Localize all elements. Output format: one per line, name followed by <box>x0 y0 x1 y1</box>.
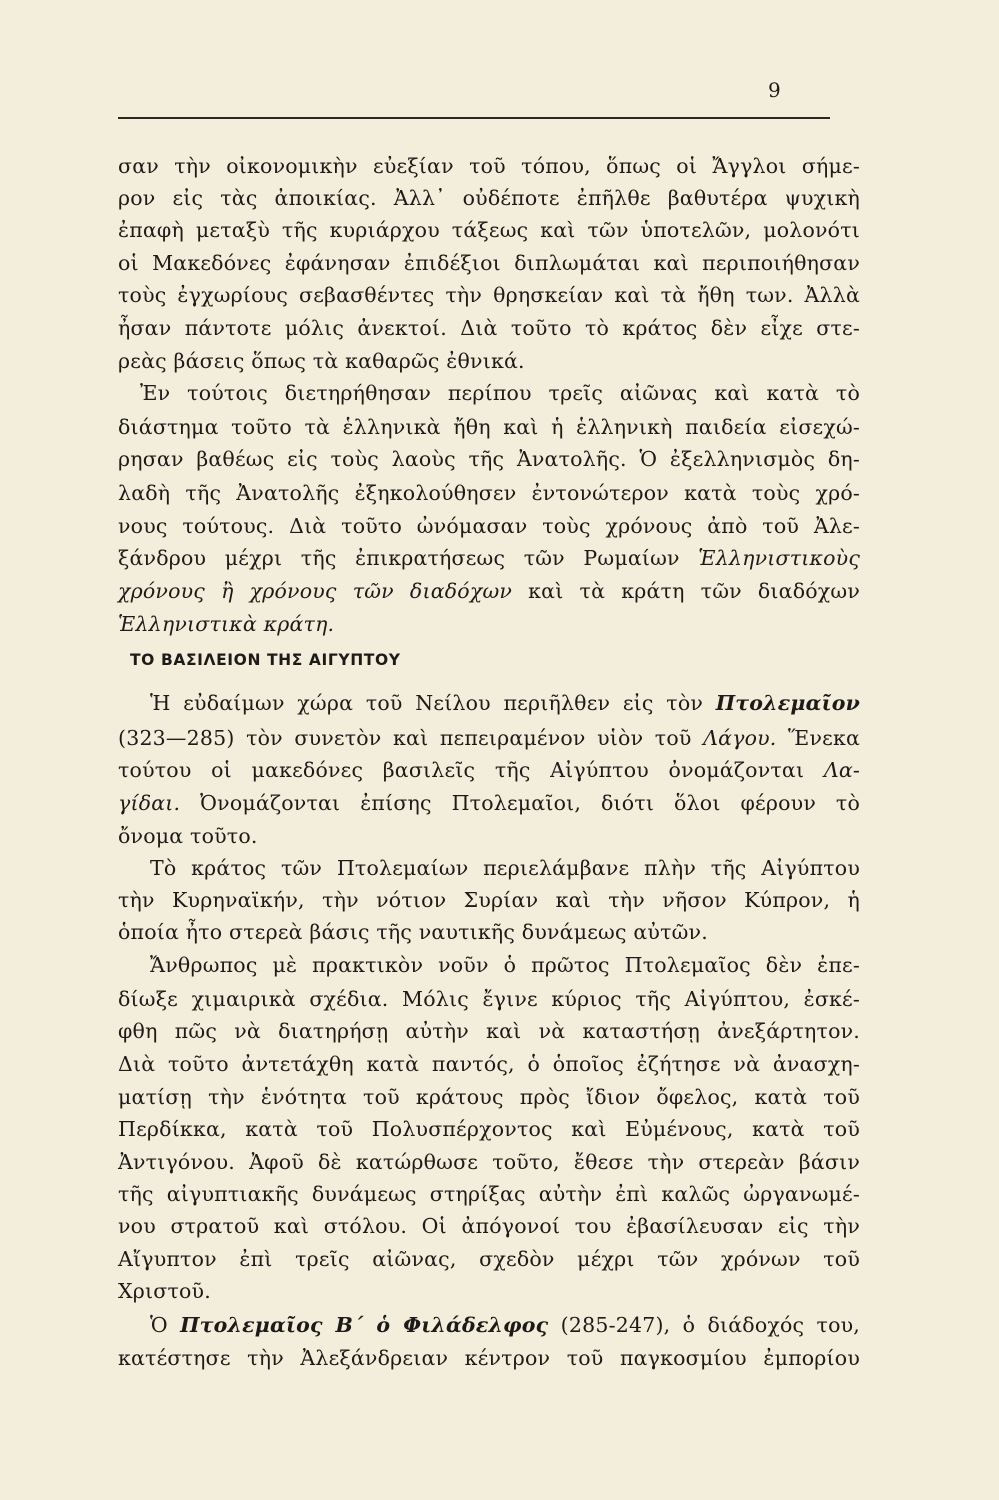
text-line <box>118 345 860 378</box>
text-line <box>118 1048 860 1081</box>
text-segment: Αἴγυπτον ἐπὶ τρεῖς αἰῶνας, σχεδὸν μέχρι τῶν χρόνων τοῦ <box>118 1247 860 1271</box>
section-heading: ΤΟ ΒΑΣΙΛΕΙΟΝ ΤΗΣ ΑΙΓΥΠΤΟΥ <box>130 651 401 669</box>
text-line <box>118 1178 860 1211</box>
text-line <box>118 916 860 949</box>
text-line <box>118 820 860 853</box>
text-line <box>118 754 860 787</box>
text-segment: Ὀνομάζονται ἐπίσης Πτολεμαῖοι, διότι ὅλοι φέρουν τὸ <box>180 791 860 815</box>
text-segment: Διὰ τοῦτο ἀντετάχθη κατὰ παντός, ὁ ὁποῖος ἐζήτησε νὰ ἀνασχη- <box>118 1052 860 1076</box>
text-segment: ματίσῃ τὴν ἑνότητα τοῦ κράτους πρὸς ἴδιον ὄφελος, κατὰ τοῦ <box>118 1085 860 1109</box>
text-line <box>118 510 860 543</box>
text-segment: καὶ τὰ κράτη τῶν διαδόχων <box>512 579 860 603</box>
text-segment: Ἑλληνιστικὰ κράτη. <box>118 612 335 636</box>
text-line <box>150 1309 860 1342</box>
text-line <box>140 377 860 410</box>
text-line <box>118 1243 860 1276</box>
text-segment: Λάγου. <box>703 726 777 750</box>
text-segment: Ὁ <box>150 1313 181 1337</box>
text-segment: ρεὰς βάσεις ὅπως τὰ καθαρῶς ἐθνικά. <box>118 349 525 373</box>
text-line <box>118 182 860 215</box>
text-segment: ἐπαφὴ μεταξὺ τῆς κυριάρχου τάξεως καὶ τῶν ὑποτελῶν, μολονότι <box>118 218 860 242</box>
text-segment: Περδίκκα, κατὰ τοῦ Πολυσπέρχοντος καὶ Εὐμένους, κατὰ τοῦ <box>118 1117 860 1141</box>
text-segment: τοὺς ἐγχωρίους σεβασθέντες τὴν θρησκείαν καὶ τὰ ἤθη των. Ἀλλὰ <box>118 283 860 307</box>
text-line <box>150 687 860 720</box>
text-segment: ὁποία ἦτο στερεὰ βάσις τῆς ναυτικῆς δυνάμεως αὐτῶν. <box>118 920 708 944</box>
text-segment: (323—285) τὸν συνετὸν καὶ πεπειραμένον υἱὸν τοῦ <box>118 726 704 750</box>
text-segment: τούτου οἱ μακεδόνες βασιλεῖς τῆς Αἰγύπτου ὀνομάζονται <box>118 758 824 782</box>
text-line <box>118 214 860 247</box>
text-segment: Ἄνθρωπος μὲ πρακτικὸν νοῦν ὁ πρῶτος Πτολεμαῖος δὲν ἐπε- <box>150 953 860 977</box>
text-line <box>118 1210 860 1243</box>
text-segment: Λα- <box>823 758 860 782</box>
text-segment: Τὸ κράτος τῶν Πτολεμαίων περιελάμβανε πλὴν τῆς Αἰγύπτου <box>150 856 860 880</box>
text-line <box>118 1342 860 1375</box>
text-segment: Ἕνεκα <box>776 726 860 750</box>
text-line <box>118 279 860 312</box>
text-segment: σαν τὴν οἰκονομικὴν εὐεξίαν τοῦ τόπου, ὅπως οἱ Ἄγγλοι σήμε- <box>118 154 860 178</box>
text-segment: ὄνομα τοῦτο. <box>118 824 258 848</box>
text-line <box>118 722 860 755</box>
text-segment: Ἀντιγόνου. Ἀφοῦ δὲ κατώρθωσε τοῦτο, ἔθεσε τὴν στερεὰν βάσιν <box>118 1150 860 1174</box>
text-line <box>118 1146 860 1179</box>
text-segment: οἱ Μακεδόνες ἐφάνησαν ἐπιδέξιοι διπλωμάται καὶ περιποιήθησαν <box>118 251 860 275</box>
text-segment: Πτολεμαῖον <box>715 691 860 715</box>
text-line <box>118 411 860 444</box>
text-segment: τὴν Κυρηναϊκήν, τὴν νότιον Συρίαν καὶ τὴν νῆσον Κύπρον, ἡ <box>118 888 860 912</box>
text-segment: τῆς αἰγυπτιακῆς δυνάμεως στηρίξας αὐτὴν ἐπὶ καλῶς ὠργανωμέ- <box>118 1182 860 1206</box>
text-segment: λαδὴ τῆς Ἀνατολῆς ἐξηκολούθησεν ἐντονώτερον κατὰ τοὺς χρό- <box>118 481 860 505</box>
text-segment: ἦσαν πάντοτε μόλις ἀνεκτοί. Διὰ τοῦτο τὸ κράτος δὲν εἶχε στε- <box>118 316 860 340</box>
text-segment: Ἐν τούτοις διετηρήθησαν περίπου τρεῖς αἰῶνας καὶ κατὰ τὸ <box>140 381 860 405</box>
text-segment: Ἡ εὐδαίμων χώρα τοῦ Νείλου περιῆλθεν εἰς τὸν <box>150 691 716 715</box>
text-line <box>118 247 860 280</box>
text-segment: δίωξε χιμαιρικὰ σχέδια. Μόλις ἔγινε κύριος τῆς Αἰγύπτου, ἐσκέ- <box>118 987 860 1011</box>
text-line <box>118 150 860 183</box>
text-line <box>118 884 860 917</box>
header-rule <box>118 117 830 119</box>
text-line <box>118 1015 860 1048</box>
text-segment: Πτολεμαῖος Β΄ ὁ Φιλάδελφος <box>180 1313 549 1337</box>
text-line <box>118 542 860 575</box>
text-segment: ξάνδρου μέχρι τῆς ἐπικρατήσεως τῶν Ρωμαίων <box>118 546 699 570</box>
text-segment: ρον εἰς τὰς ἀποικίας. Ἀλλ᾿ οὐδέποτε ἐπῆλθε βαθυτέρα ψυχικὴ <box>118 186 860 210</box>
text-line <box>150 949 860 982</box>
text-segment: Χριστοῦ. <box>118 1279 211 1303</box>
text-line <box>118 608 860 641</box>
text-segment: διάστημα τοῦτο τὰ ἑλληνικὰ ἤθη καὶ ἡ ἑλληνικὴ παιδεία εἰσεχώ- <box>118 415 860 439</box>
text-segment: γίδαι. <box>118 791 181 815</box>
text-line <box>118 443 860 476</box>
text-segment: φθη πῶς νὰ διατηρήσῃ αὐτὴν καὶ νὰ καταστήσῃ ἀνεξάρτητον. <box>118 1019 860 1043</box>
text-line <box>118 983 860 1016</box>
text-segment: χρόνους ἢ χρόνους τῶν διαδόχων <box>118 579 513 603</box>
text-line <box>118 312 860 345</box>
text-line <box>150 852 860 885</box>
page-number: 9 <box>768 78 781 102</box>
text-segment: Ἑλληνιστικοὺς <box>698 546 860 570</box>
text-segment: νους τούτους. Διὰ τοῦτο ὠνόμασαν τοὺς χρόνους ἀπὸ τοῦ Ἀλε- <box>118 514 860 538</box>
text-line <box>118 477 860 510</box>
text-segment: νου στρατοῦ καὶ στόλου. Οἱ ἀπόγονοί του ἐβασίλευσαν εἰς τὴν <box>118 1214 860 1238</box>
text-line <box>118 787 860 820</box>
text-segment: ρησαν βαθέως εἰς τοὺς λαοὺς τῆς Ἀνατολῆς. Ὁ ἐξελληνισμὸς δη- <box>118 447 860 471</box>
text-segment: κατέστησε τὴν Ἀλεξάνδρειαν κέντρον τοῦ παγκοσμίου ἐμπορίου <box>118 1346 860 1370</box>
text-line <box>118 1113 860 1146</box>
text-line <box>118 575 860 608</box>
text-segment: (285-247), ὁ διάδοχός του, <box>548 1313 860 1337</box>
text-line <box>118 1275 860 1308</box>
text-line <box>118 1081 860 1114</box>
